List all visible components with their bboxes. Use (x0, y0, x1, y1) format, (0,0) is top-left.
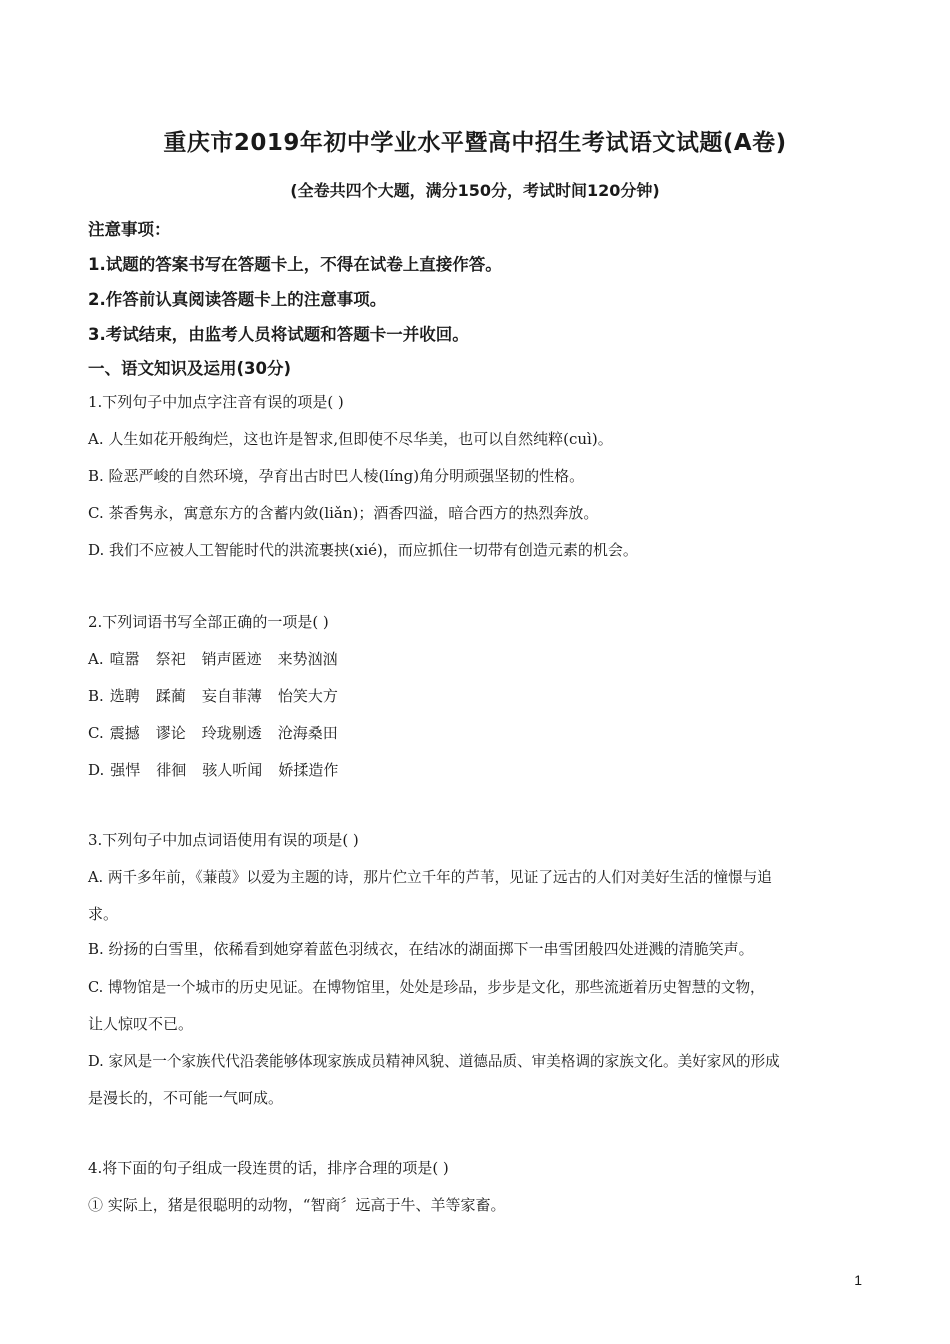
word-item: 选聘 (109, 687, 140, 705)
word-item: 谬论 (155, 724, 186, 742)
question-stem: 1.下列句子中加点字注音有误的项是( ) (88, 393, 344, 411)
option-label: B. (88, 687, 104, 705)
notice-heading: 注意事项： (88, 220, 171, 239)
option-line: A. 两千多年前，《蒹葭》以爱为主题的诗，那片伫立千年的芦苇，见证了远古的人们对美好生活的憧憬与追 (88, 869, 772, 886)
word-item: 销声匿迹 (201, 650, 262, 668)
option-line: B. 纷扬的白雪里，依稀看到她穿着蓝色羽绒衣，在结冰的湖面掷下一串雪团般四处迸溅的清脆笑声。 (88, 940, 754, 958)
option-line: B. 险恶严峻的自然环境，孕育出古时巴人棱(líng)角分明顽强坚韧的性格。 (88, 467, 585, 485)
exam-subtitle: (全卷共四个大题，满分150分，考试时间120分钟) (290, 181, 660, 200)
word-item: 喧嚣 (109, 650, 140, 668)
word-item: 徘徊 (156, 761, 187, 779)
option-line (88, 685, 354, 706)
page-number: 1 (854, 1272, 862, 1288)
word-item: 玲珑剔透 (201, 724, 262, 742)
option-label: A. (88, 650, 104, 668)
word-item: 沧海桑田 (277, 724, 338, 742)
word-item: 怡笑大方 (277, 687, 338, 705)
word-item: 来势汹汹 (277, 650, 338, 668)
option-label: D. (88, 761, 105, 779)
word-item: 妄自菲薄 (201, 687, 262, 705)
option-line (88, 759, 354, 780)
option-line: D. 家风是一个家族代代沿袭能够体现家族成员精神风貌、道德品质、审美格调的家族文化。美好家风的形成 (88, 1053, 780, 1070)
word-item: 强悍 (110, 761, 141, 779)
option-line (88, 722, 354, 743)
question-stem: 4.将下面的句子组成一段连贯的话，排序合理的项是( ) (88, 1159, 449, 1177)
word-item: 祭祀 (155, 650, 186, 668)
word-item: 骇人听闻 (202, 761, 263, 779)
option-line-continued: 让人惊叹不已。 (88, 1015, 194, 1033)
word-item: 震撼 (109, 724, 140, 742)
notice-item: 1.试题的答案书写在答题卡上，不得在试卷上直接作答。 (88, 255, 502, 274)
option-label: C. (88, 724, 104, 742)
notice-item: 3.考试结束，由监考人员将试题和答题卡一并收回。 (88, 325, 469, 344)
notice-item: 2.作答前认真阅读答题卡上的注意事项。 (88, 290, 387, 309)
word-item: 蹂蔺 (155, 687, 186, 705)
question-stem: 3.下列句子中加点词语使用有误的项是( ) (88, 831, 359, 849)
section-heading: 一、语文知识及运用(30分) (88, 359, 292, 378)
question-stem: 2.下列词语书写全部正确的一项是( ) (88, 613, 329, 631)
option-line: C. 茶香隽永，寓意东方的含蓄内敛(liǎn)；酒香四溢，暗合西方的热烈奔放。 (88, 504, 599, 522)
option-line-continued: 求。 (88, 905, 119, 923)
option-line: C. 博物馆是一个城市的历史见证。在博物馆里，处处是珍品，步步是文化，那些流逝着历史智慧的文物， (88, 979, 765, 996)
page-title: 重庆市2019年初中学业水平暨高中招生考试语文试题(A卷) (163, 130, 787, 156)
option-line (88, 648, 354, 669)
option-line-continued: 是漫长的，不可能一气呵成。 (88, 1089, 284, 1107)
option-line: D. 我们不应被人工智能时代的洪流裹挟(xié)，而应抓住一切带有创造元素的机会。 (88, 541, 638, 559)
word-item: 娇揉造作 (278, 761, 339, 779)
sentence-item: ① 实际上，猪是很聪明的动物，“智商〞远高于牛、羊等家畜。 (88, 1196, 506, 1214)
option-line: A. 人生如花开般绚烂，这也许是智求,但即使不尽华美，也可以自然纯粹(cuì)。 (88, 430, 613, 448)
